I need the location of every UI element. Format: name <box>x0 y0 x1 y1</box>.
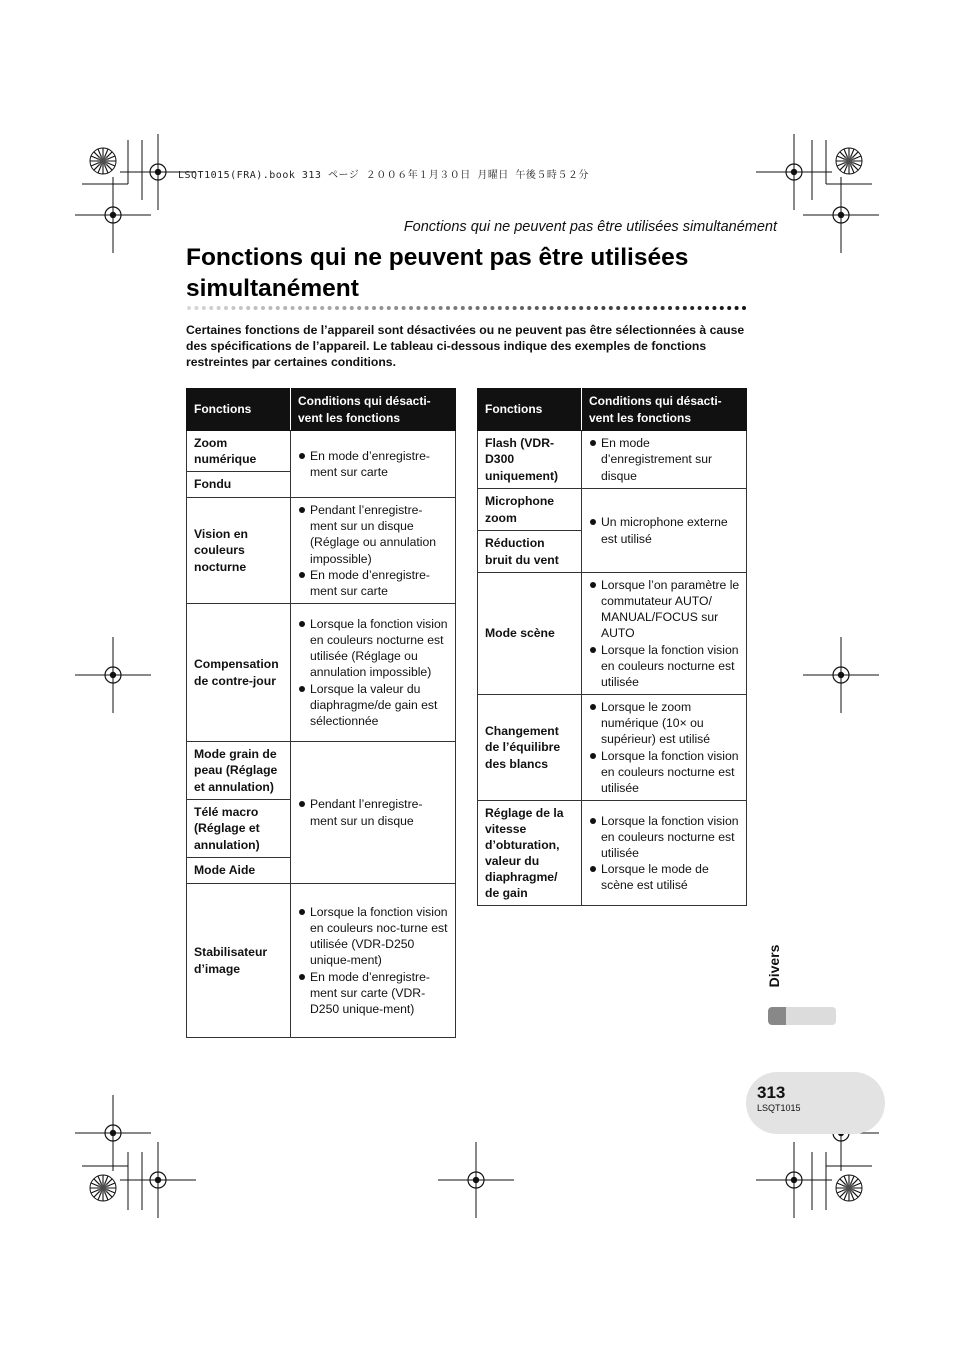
table-header-conditions: Conditions qui désacti-vent les fonctions <box>291 389 456 431</box>
table-row <box>187 498 456 604</box>
condition-item: Lorsque le zoom numérique (10× ou supérieur) est utilisé <box>590 699 740 747</box>
condition-item: Lorsque la fonction vision en couleurs nocturne est utilisée <box>590 813 740 861</box>
table-row <box>187 742 456 800</box>
function-cell: Flash (VDR-D300 uniquement) <box>478 431 582 489</box>
section-label: Divers <box>766 944 782 988</box>
function-cell: Réglage de la vitesse d’obturation, valeur du diaphragme/ de gain <box>478 801 582 906</box>
intro-paragraph: Certaines fonctions de l’appareil sont désactivées ou ne peuvent pas être sélectionnées à cause des spécifications de l’appareil. Le tableau ci-dessous indique des exemples de fonctions restreintes par certaines conditions. <box>186 323 745 370</box>
condition-cell <box>291 604 456 742</box>
condition-cell <box>582 801 747 906</box>
table-row <box>187 884 456 1038</box>
running-head: Fonctions qui ne peuvent pas être utilisées simultanément <box>403 219 777 235</box>
table-row <box>478 801 747 906</box>
function-cell: Changement de l’équilibre des blancs <box>478 695 582 801</box>
table-header-functions: Fonctions <box>478 389 582 431</box>
condition-item: Pendant l’enregistre-ment sur un disque <box>299 796 449 828</box>
condition-cell <box>582 431 747 489</box>
condition-cell <box>582 489 747 573</box>
table-row <box>187 431 456 472</box>
function-cell: Mode Aide <box>187 858 291 884</box>
table-row <box>478 573 747 695</box>
condition-item: Lorsque la fonction vision en couleurs noc-turne est utilisée (VDR-D250 unique-ment) <box>299 904 449 968</box>
function-cell: Mode grain de peau (Réglage et annulation) <box>187 742 291 800</box>
table-header-conditions: Conditions qui désacti-vent les fonctions <box>582 389 747 431</box>
function-cell: Vision en couleurs nocturne <box>187 498 291 604</box>
condition-cell <box>582 695 747 801</box>
dotted-divider <box>186 304 748 312</box>
function-cell: Réduction bruit du vent <box>478 531 582 573</box>
condition-item: Lorsque la fonction vision en couleurs nocturne est utilisée <box>590 748 740 796</box>
condition-item: En mode d’enregistrement sur disque <box>590 435 740 483</box>
function-cell: Fondu <box>187 472 291 498</box>
condition-item: En mode d’enregistre-ment sur carte <box>299 448 449 480</box>
condition-item: Lorsque le mode de scène est utilisé <box>590 861 740 893</box>
condition-item: Un microphone externe est utilisé <box>590 514 740 546</box>
condition-item: Lorsque la fonction vision en couleurs nocturne est utilisée <box>590 642 740 690</box>
print-info: LSQT1015(FRA).book 313 ページ ２００６年１月３０日 月曜日 午後５時５２分 <box>178 170 589 181</box>
function-cell: Stabilisateur d’image <box>187 884 291 1038</box>
condition-item: En mode d’enregistre-ment sur carte <box>299 567 449 599</box>
table-row <box>187 604 456 742</box>
document-code: LSQT1015 <box>757 1103 801 1113</box>
condition-item: Pendant l’enregistre-ment sur un disque (Réglage ou annulation impossible) <box>299 502 449 566</box>
condition-cell <box>291 742 456 884</box>
condition-cell <box>291 431 456 498</box>
condition-cell <box>291 498 456 604</box>
functions-table-right <box>477 388 747 906</box>
function-cell: Télé macro (Réglage et annulation) <box>187 800 291 858</box>
section-indicator-bar <box>768 1007 836 1025</box>
functions-table-left <box>186 388 456 1038</box>
condition-item: Lorsque l’on paramètre le commutateur AUTO/ MANUAL/FOCUS sur AUTO <box>590 577 740 641</box>
table-row <box>478 489 747 531</box>
function-cell: Compensation de contre-jour <box>187 604 291 742</box>
table-row <box>478 431 747 489</box>
page-title: Fonctions qui ne peuvent pas être utilisées simultanément <box>186 244 689 302</box>
page-number: 313 <box>757 1083 786 1102</box>
condition-cell <box>291 884 456 1038</box>
condition-item: Lorsque la fonction vision en couleurs nocturne est utilisée (Réglage ou annulation impossible) <box>299 616 449 680</box>
function-cell: Mode scène <box>478 573 582 695</box>
condition-cell <box>582 573 747 695</box>
table-row <box>478 695 747 801</box>
function-cell: Zoom numérique <box>187 431 291 472</box>
condition-item: Lorsque la valeur du diaphragme/de gain est sélectionnée <box>299 681 449 729</box>
function-cell: Microphone zoom <box>478 489 582 531</box>
table-header-functions: Fonctions <box>187 389 291 431</box>
condition-item: En mode d’enregistre-ment sur carte (VDR-D250 unique-ment) <box>299 969 449 1017</box>
